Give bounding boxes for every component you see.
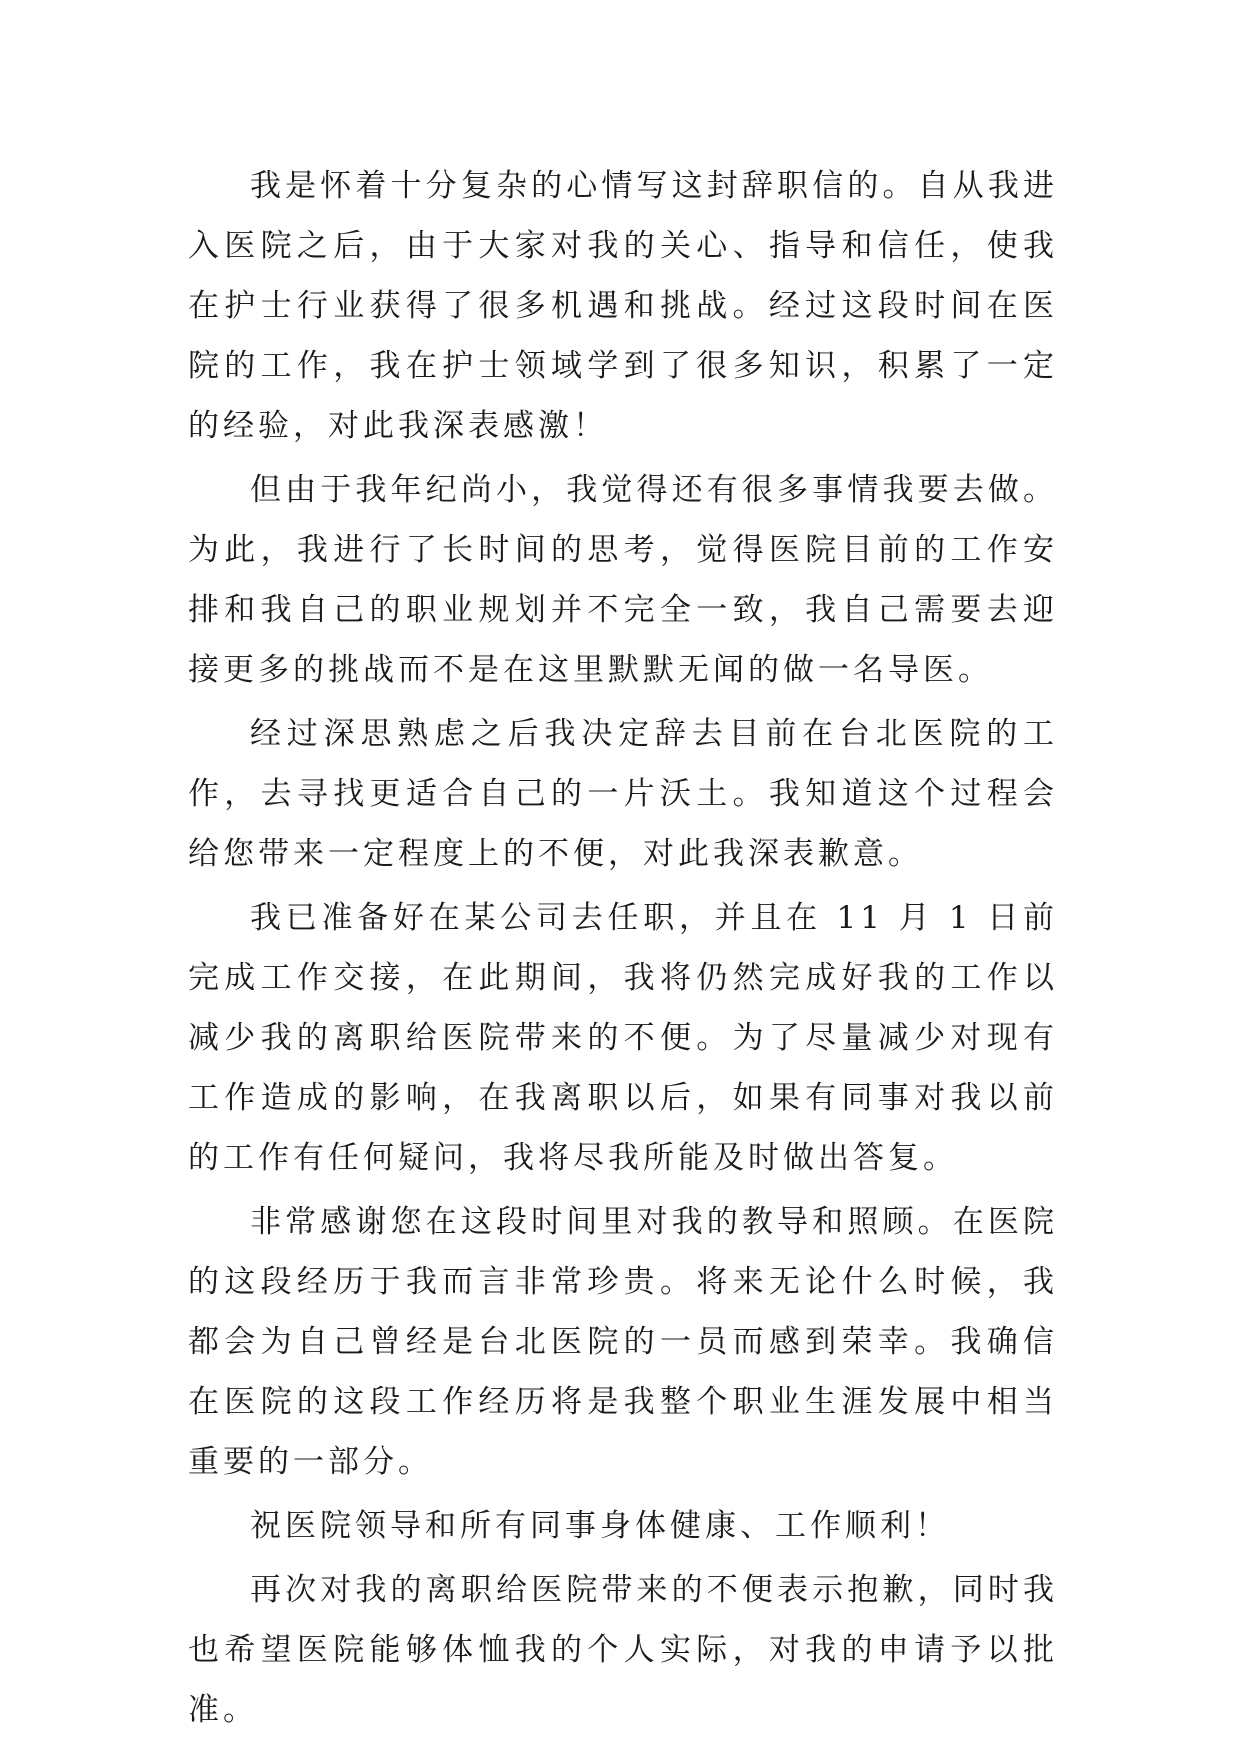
paragraph-5: 非常感谢您在这段时间里对我的教导和照顾。在医院的这段经历于我而言非常珍贵。将来无论什么时候，我都会为自己曾经是台北医院的一员而感到荣幸。我确信在医院的这段工作经历将是我整个职业生涯发展中相当重要的一部分。 <box>188 1204 1058 1480</box>
paragraph-6: 祝医院领导和所有同事身体健康、工作顺利！ <box>250 1508 950 1544</box>
paragraph-2: 但由于我年纪尚小，我觉得还有很多事情我要去做。为此，我进行了长时间的思考，觉得医院目前的工作安排和我自己的职业规划并不完全一致，我自己需要去迎接更多的挑战而不是在这里默默无闻的做一名导医。 <box>188 472 1058 688</box>
paragraph-7: 再次对我的离职给医院带来的不便表示抱歉，同时我也希望医院能够体恤我的个人实际，对我的申请予以批准。 <box>188 1572 1058 1728</box>
paragraph-1: 我是怀着十分复杂的心情写这封辞职信的。自从我进入医院之后，由于大家对我的关心、指导和信任，使我在护士行业获得了很多机遇和挑战。经过这段时间在医院的工作，我在护士领域学到了很多知识，积累了一定的经验，对此我深表感激！ <box>188 168 1058 444</box>
paragraph-3: 经过深思熟虑之后我决定辞去目前在台北医院的工作，去寻找更适合自己的一片沃土。我知道这个过程会给您带来一定程度上的不便，对此我深表歉意。 <box>188 716 1058 872</box>
resignation-letter-body <box>188 156 1058 1744</box>
paragraph-4: 我已准备好在某公司去任职，并且在 11 月 1 日前完成工作交接，在此期间，我将仍然完成好我的工作以减少我的离职给医院带来的不便。为了尽量减少对现有工作造成的影响，在我离职以后，如果有同事对我以前的工作有任何疑问，我将尽我所能及时做出答复。 <box>188 900 1058 1176</box>
